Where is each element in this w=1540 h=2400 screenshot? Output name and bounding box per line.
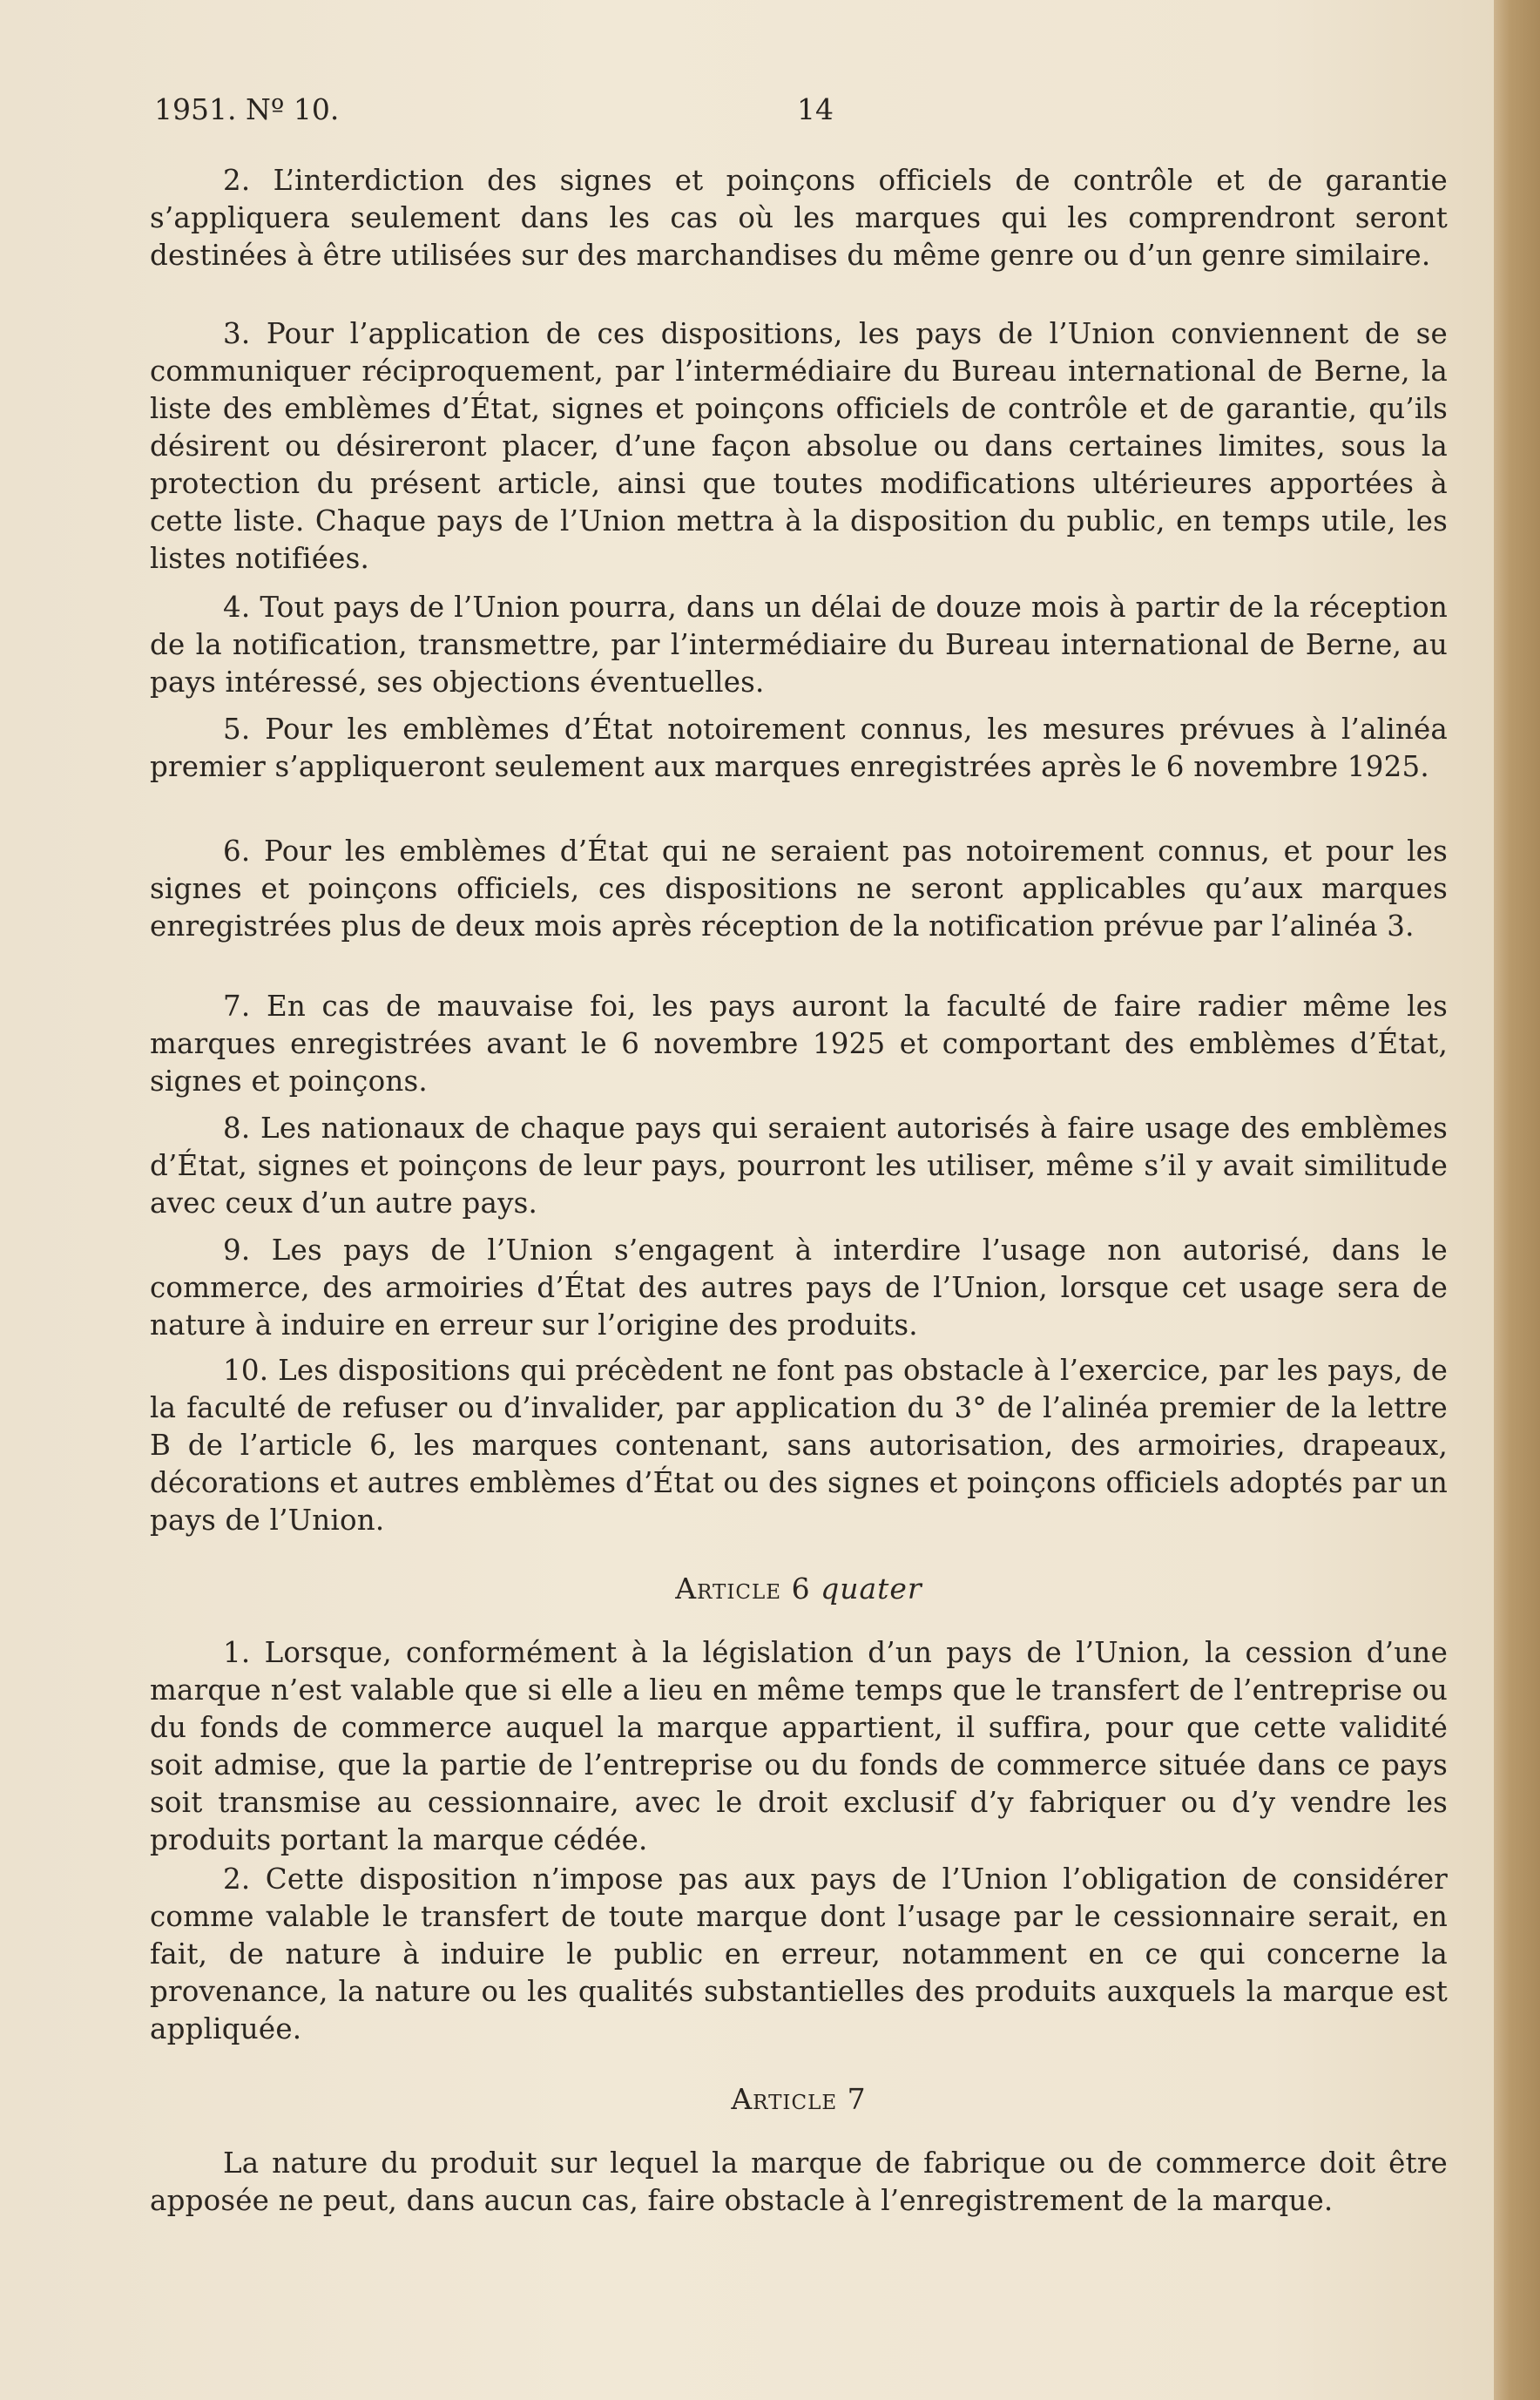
article-6quater-paragraph-2 — [150, 1861, 1448, 2048]
paragraph: 1. Lorsque, conformément à la législation d’un pays de l’Union, la cession d’une marque n’est valable que si elle a lieu en même temps que le transfert de l’entreprise ou du fonds de commerce auquel la marque appartient, il suffira, pour que cette validité soit admise, que la partie de l’entreprise ou du fonds de commerce située dans ce pays soit transmise au cessionnaire, avec le droit exclusif d’y fabriquer ou d’y vendre les produits portant la marque cédée. — [150, 1636, 1448, 1856]
article-7-paragraph — [150, 2145, 1448, 2220]
book-binding-edge — [1494, 0, 1540, 2400]
paragraph: 6. Pour les emblèmes d’État qui ne seraient pas notoirement connus, et pour les signes et poinçons officiels, ces dispositions ne seront applicables qu’aux marques enregistrées plus de deux mois après réception de la notification prévue par l’alinéa 3. — [150, 835, 1448, 943]
article-6ter-paragraph-9 — [150, 1232, 1448, 1344]
paragraph: 8. Les nationaux de chaque pays qui seraient autorisés à faire usage des emblèmes d’État, signes et poinçons de leur pays, pourront les utiliser, même s’il y avait similitude avec ceux d’un autre pays. — [150, 1112, 1448, 1220]
paragraph: 10. Les dispositions qui précèdent ne font pas obstacle à l’exercice, par les pays, de la faculté de refuser ou d’invalider, par application du 3° de l’alinéa premier de la lettre B de l’article 6, les marques contenant, sans autorisation, des armoiries, drapeaux, décorations et autres emblèmes d’État ou des signes et poinçons officiels adoptés par un pays de l’Union. — [150, 1354, 1448, 1537]
page-number: 14 — [797, 92, 834, 126]
paragraph: 2. Cette disposition n’impose pas aux pays de l’Union l’obligation de considérer comme valable le transfert de toute marque dont l’usage par le cessionnaire serait, en fait, de nature à induire le public en erreur, notamment en ce qui concerne la provenance, la nature ou les qualités substantielles des produits auxquels la marque est appliquée. — [150, 1863, 1448, 2045]
article-6ter-paragraph-2 — [150, 162, 1448, 274]
article-6ter-paragraph-3 — [150, 315, 1448, 578]
paragraph: 4. Tout pays de l’Union pourra, dans un délai de douze mois à partir de la réception de la notification, transmettre, par l’intermédiaire du Bureau international de Berne, au pays intéressé, ses objections éventuelles. — [150, 591, 1448, 699]
paragraph: 5. Pour les emblèmes d’État notoirement connus, les mesures prévues à l’alinéa premier s’appliqueront seulement aux marques enregistrées après le 6 novembre 1925. — [150, 713, 1448, 783]
paragraph: 3. Pour l’application de ces dispositions, les pays de l’Union conviennent de se communiquer réciproquement, par l’intermédiaire du Bureau international de Berne, la liste des emblèmes d’État, signes et poinçons officiels de contrôle et de garantie, qu’ils désirent ou désireront placer, d’une façon absolue ou dans certaines limites, sous la protection du présent article, ainsi que toutes modifications ultérieures apportées à cette liste. Chaque pays de l’Union mettra à la disposition du public, en temps utile, les listes notifiées. — [150, 317, 1448, 575]
heading-text: Article 6 — [675, 1572, 811, 1606]
article-6quater-heading — [150, 1572, 1448, 1606]
header-issue: 1951. Nº 10. — [154, 92, 340, 126]
heading-suffix: quater — [821, 1572, 922, 1606]
article-6ter-paragraph-4 — [150, 589, 1448, 701]
article-6ter-paragraph-8 — [150, 1110, 1448, 1222]
article-6ter-paragraph-7 — [150, 988, 1448, 1100]
page-header — [154, 92, 1443, 136]
article-6ter-paragraph-5 — [150, 711, 1448, 786]
paragraph: La nature du produit sur lequel la marque de fabrique ou de commerce doit être apposée ne peut, dans aucun cas, faire obstacle à l’enregistrement de la marque. — [150, 2146, 1448, 2217]
article-6ter-paragraph-6 — [150, 833, 1448, 945]
article-6quater-paragraph-1 — [150, 1634, 1448, 1859]
paragraph: 7. En cas de mauvaise foi, les pays auront la faculté de faire radier même les marques enregistrées avant le 6 novembre 1925 et comportant des emblèmes d’État, signes et poinçons. — [150, 990, 1448, 1098]
article-6ter-paragraph-10 — [150, 1352, 1448, 1539]
paragraph: 9. Les pays de l’Union s’engagent à interdire l’usage non autorisé, dans le commerce, des armoiries d’État des autres pays de l’Union, lorsque cet usage sera de nature à induire en erreur sur l’origine des produits. — [150, 1234, 1448, 1342]
paragraph: 2. L’interdiction des signes et poinçons officiels de contrôle et de garantie s’appliquera seulement dans les cas où les marques qui les comprendront seront destinées à être utilisées sur des marchandises du même genre ou d’un genre similaire. — [150, 164, 1448, 272]
article-7-heading: Article 7 — [731, 2082, 867, 2116]
